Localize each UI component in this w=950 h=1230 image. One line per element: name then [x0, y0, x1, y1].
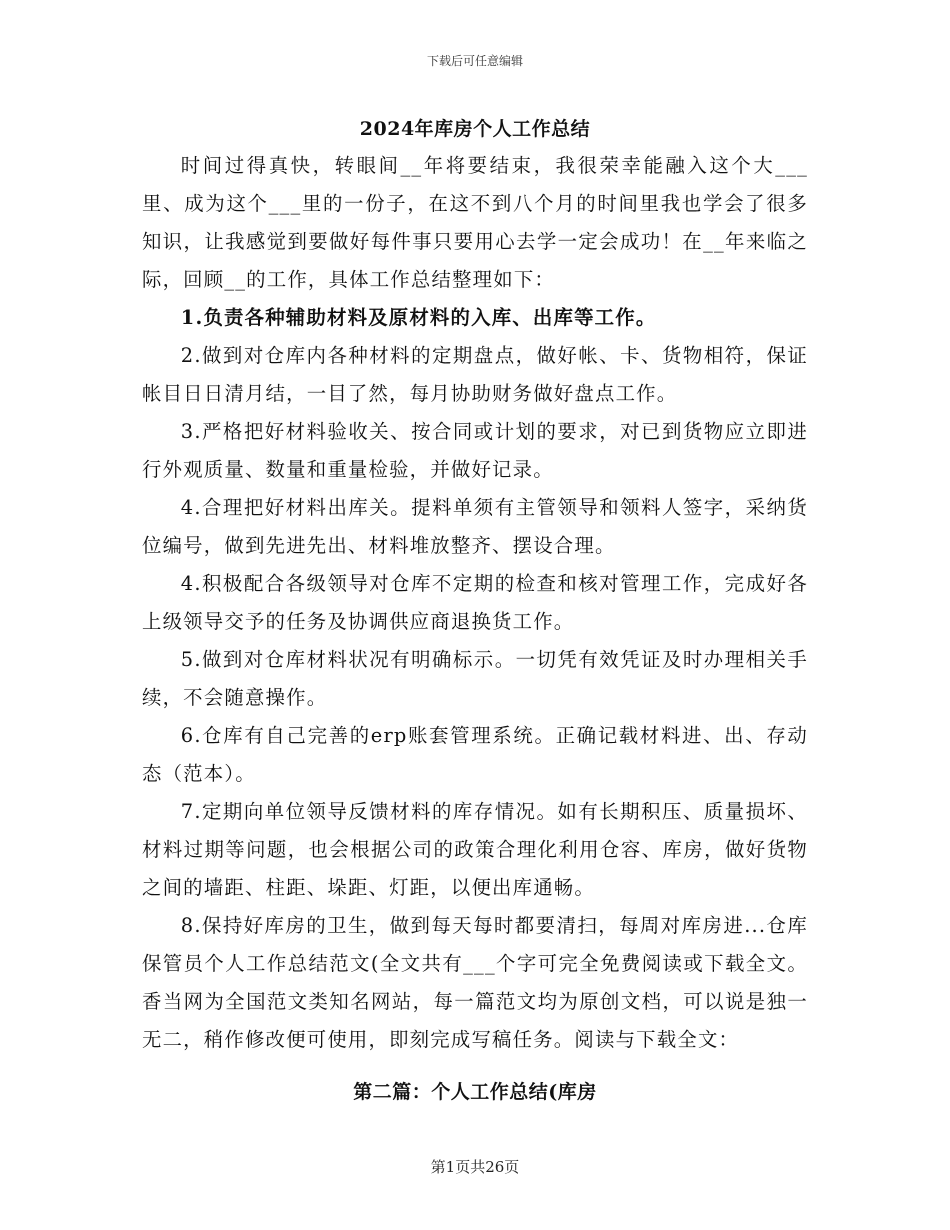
- section-2-title: 第二篇：个人工作总结(库房: [353, 1081, 597, 1103]
- paragraph-item-7: 7.定期向单位领导反馈材料的库存情况。如有长期积压、质量损坏、材料过期等问题，也会根据公司的政策合理化利用仓容、库房，做好货物之间的墙距、柱距、垛距、灯距，以便出库通畅。: [142, 800, 808, 899]
- paragraph-item-3: 3.严格把好材料验收关、按合同或计划的要求，对已到货物应立即进行外观质量、数量和重量检验，并做好记录。: [142, 420, 808, 481]
- paragraph-item-2: 2.做到对仓库内各种材料的定期盘点，做好帐、卡、货物相符，保证帐目日日清月结，一目了然，每月协助财务做好盘点工作。: [142, 344, 808, 405]
- paragraph-item-5: 5.做到对仓库材料状况有明确标示。一切凭有效凭证及时办理相关手续，不会随意操作。: [142, 648, 808, 709]
- page-header-note: 下载后可任意编辑: [426, 54, 523, 68]
- document-title: 2024年库房个人工作总结: [359, 118, 591, 140]
- paragraph-item-6: 6.仓库有自己完善的erp账套管理系统。正确记载材料进、出、存动态（范本）。: [142, 724, 808, 785]
- document-body: [142, 147, 808, 1059]
- paragraph-item-8: 8.保持好库房的卫生，做到每天每时都要清扫，每周对库房进...仓库保管员个人工作总结范文(全文共有___个字可完全免费阅读或下载全文。香当网为全国范文类知名网站，每一篇范文均为原创文档，可以说是独一无二，稍作修改便可使用，即刻完成写稿任务。阅读与下载全文：: [142, 914, 808, 1051]
- page-number: 第1页共26页: [430, 1158, 520, 1176]
- paragraph-item-1: 1.负责各种辅助材料及原材料的入库、出库等工作。: [180, 306, 657, 329]
- paragraph-item-4b: 4.积极配合各级领导对仓库不定期的检查和核对管理工作，完成好各上级领导交予的任务及协调供应商退换货工作。: [142, 572, 808, 633]
- paragraph-intro: 时间过得真快，转眼间__年将要结束，我很荣幸能融入这个大___里、成为这个___里的一份子，在这不到八个月的时间里我也学会了很多知识，让我感觉到要做好每件事只要用心去学一定会成功！在__年来临之际，回顾__的工作，具体工作总结整理如下：: [142, 154, 808, 291]
- paragraph-item-4a: 4.合理把好材料出库关。提料单须有主管领导和领料人签字，采纳货位编号，做到先进先出、材料堆放整齐、摆设合理。: [142, 496, 808, 557]
